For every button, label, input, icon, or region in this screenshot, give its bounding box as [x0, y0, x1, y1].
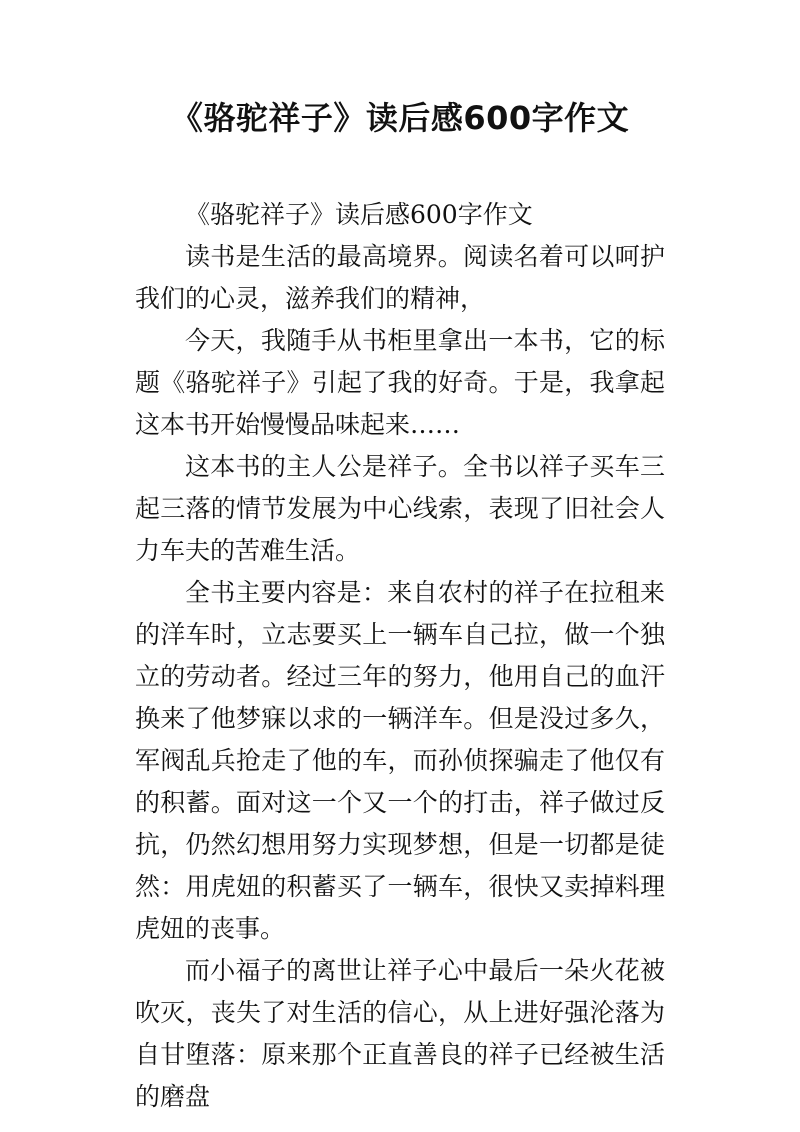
paragraph: 读书是生活的最高境界。阅读名着可以呵护我们的心灵，滋养我们的精神，	[135, 242, 665, 313]
document-title: 《骆驼祥子》读后感600字作文	[170, 99, 630, 137]
paragraph: 而小福子的离世让祥子心中最后一朵火花被吹灭，丧失了对生活的信心，从上进好强沦落为自甘堕落：原来那个正直善良的祥子已经被生活的磨盘	[135, 956, 665, 1111]
paragraph: 这本书的主人公是祥子。全书以祥子买车三起三落的情节发展为中心线索，表现了旧社会人力车夫的苦难生活。	[135, 452, 665, 565]
document-body	[135, 194, 665, 1118]
paragraph: 全书主要内容是：来自农村的祥子在拉租来的洋车时，立志要买上一辆车自己拉，做一个独立的劳动者。经过三年的努力，他用自己的血汗换来了他梦寐以求的一辆洋车。但是没过多久，军阀乱兵抢走了他的车，而孙侦探骗走了他仅有的积蓄。面对这一个又一个的打击，祥子做过反抗，仍然幻想用努力实现梦想，但是一切都是徒然：用虎妞的积蓄买了一辆车，很快又卖掉料理虎妞的丧事。	[135, 578, 665, 943]
paragraph-subtitle: 《骆驼祥子》读后感600字作文	[185, 200, 533, 229]
paragraph: 今天，我随手从书柜里拿出一本书，它的标题《骆驼祥子》引起了我的好奇。于是，我拿起这本书开始慢慢品味起来……	[135, 326, 665, 439]
